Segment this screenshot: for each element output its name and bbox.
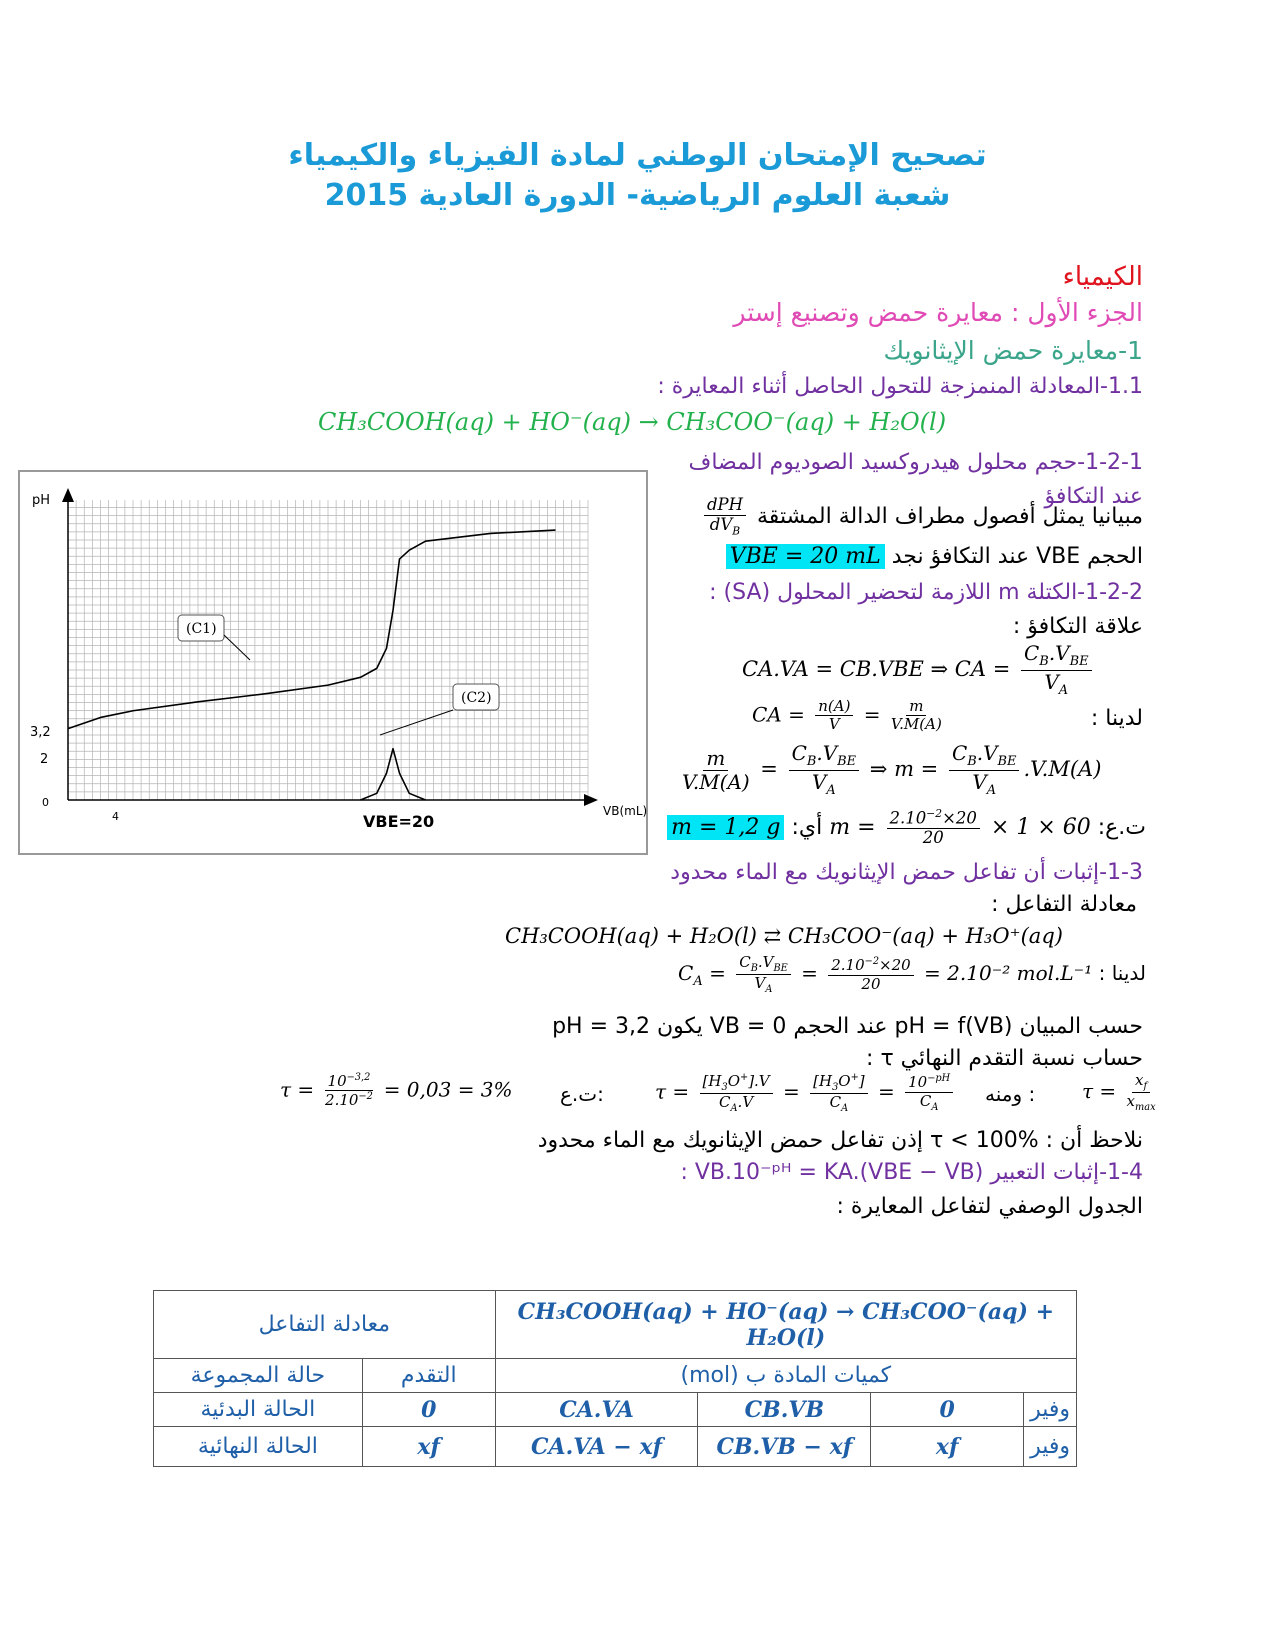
ca-numerical-line: لدينا : $C_A$ = $\frac{C_B.V_{BE}}{V_A}$ = $\frac{2.10^{-2}\times 20}{20}$ = 2.10⁻² mol.L⁻¹	[678, 953, 1146, 996]
m-num-tail: × 1 × 60	[990, 815, 1091, 841]
tau-definition: τ = $\frac{x_f}{x_{max}}$	[1082, 1071, 1156, 1114]
reaction-eq-label: معادلة التفاعل :	[991, 892, 1137, 917]
tau-numeric: τ = $\frac{10^{-3,2}}{2.10^{-2}}$ = 0,03 = 3%	[280, 1072, 513, 1110]
quantities-label: كميات المادة ب (mol)	[495, 1359, 1076, 1393]
we-have-label-1: لدينا :	[1090, 706, 1143, 731]
state-label: حالة المجموعة	[154, 1359, 363, 1393]
vbe-result: VBE = 20 mL	[726, 544, 885, 569]
conclusion: نلاحظ أن : τ < 100% إذن تفاعل حمض الإيثانويك مع الماء محدود	[537, 1128, 1143, 1153]
volume-text: الحجم VBE عند التكافؤ نجد	[891, 544, 1143, 569]
ca-definition: CA = $\frac{n(A)}{V}$ = $\frac{m}{V.M(A)}$	[752, 697, 942, 734]
that-is-label: أي:	[791, 815, 823, 841]
advance-final: xf	[362, 1427, 495, 1467]
x-axis-label: VB(mL)	[603, 804, 648, 818]
titration-equation: CH₃COOH(aq) + HO⁻(aq) → CH₃COO⁻(aq) + H₂O(l)	[318, 408, 947, 436]
equiv-equation: CA.VA = CB.VBE ⇒ CA = $\frac{C_B.V_{BE}}{V_A}$	[742, 642, 1096, 699]
table-eq-label: معادلة التفاعل	[154, 1291, 496, 1359]
m-num: m =	[829, 815, 876, 841]
table-eq: CH₃COOH(aq) + HO⁻(aq) → CH₃COO⁻(aq) + H₂O(l)	[495, 1291, 1076, 1359]
m-expr: ⇒ m =	[869, 756, 939, 781]
table-row	[154, 1393, 1077, 1427]
tick-x-4: 4	[112, 810, 119, 823]
we-have-label-2: لدينا :	[1098, 961, 1146, 986]
chemistry-heading: الكيمياء	[1062, 262, 1143, 292]
and-from-label: ومنه :	[985, 1082, 1036, 1106]
advance-initial: 0	[362, 1393, 495, 1427]
q1-2-1-heading: 1-2-1-حجم محلول هيدروكسيد الصوديوم المضاف	[688, 450, 1143, 475]
q1-1-heading: 1.1-المعادلة المنمزجة للتحول الحاصل أثناء المعايرة :	[657, 374, 1143, 399]
progress-table	[153, 1290, 1077, 1467]
q1-4-heading: 1-4-إثبات التعبير VB.10⁻ᵖᴴ = KA.(VBE − VB) :	[680, 1160, 1143, 1185]
base-initial: CB.VB	[698, 1393, 871, 1427]
vbe-label: VBE=20	[363, 812, 435, 831]
derivative-fraction: $\frac{\text{dPH}}{dV_B}$	[704, 496, 746, 538]
tau-result: = 0,03 = 3%	[383, 1077, 513, 1102]
titration-graph	[18, 470, 648, 855]
equiv-expr: CA.VA = CB.VBE ⇒ CA =	[742, 656, 1011, 681]
graph-frame	[19, 471, 647, 854]
equivalence-relation: علاقة التكافؤ :	[1012, 614, 1143, 639]
q1-3-heading: 1-3-إثبات أن تفاعل حمض الإيثانويك مع الماء محدود	[670, 860, 1143, 885]
tick-y-0: 0	[42, 796, 49, 809]
c2-label: (C2)	[461, 690, 492, 706]
tick-y-2: 2	[40, 752, 49, 767]
state-final: الحالة النهائية	[154, 1427, 363, 1467]
page-title-line2: شعبة العلوم الرياضية- الدورة العادية 2015	[324, 178, 951, 213]
acid-final: CA.VA − xf	[495, 1427, 698, 1467]
tau-expression: τ = $\frac{[H_3O^+].V}{C_A.V}$ = $\frac{[H_3O^+]}{C_A}$ = $\frac{10^{-pH}}{C_A}$	[655, 1072, 957, 1114]
acid-initial: CA.VA	[495, 1393, 698, 1427]
volume-line	[726, 544, 1143, 569]
table-intro: الجدول الوصفي لتفاعل المعايرة :	[836, 1194, 1143, 1219]
state-initial: الحالة البدئية	[154, 1393, 363, 1427]
base-final: CB.VB − xf	[698, 1427, 871, 1467]
y-axis-label: pH	[32, 493, 51, 508]
mass-expression: $\frac{m}{V.M(A)}$ = $\frac{C_B.V_{BE}}{V_A}$ ⇒ m = $\frac{C_B.V_{BE}}{V_A}$ .V.M(A)	[682, 741, 1102, 798]
advance-label: التقدم	[362, 1359, 495, 1393]
tick-y-3-2: 3,2	[30, 725, 51, 740]
c1-label: (C1)	[186, 621, 217, 637]
q1-2-2-heading: 1-2-2-الكتلة m اللازمة لتحضير المحلول (SA) :	[709, 580, 1143, 605]
graph-reading: حسب المبيان pH = f(VB) عند الحجم VB = 0 يكون pH = 3,2	[552, 1014, 1143, 1039]
page-title-line1: تصحيح الإمتحان الوطني لمادة الفيزياء والكيمياء	[288, 138, 987, 173]
q1-2-1-heading-cont: عند التكافؤ	[1044, 484, 1143, 509]
table-row	[154, 1291, 1077, 1359]
numerical-label-2: ت.ع:	[560, 1082, 604, 1106]
m-result: m = 1,2 g	[667, 815, 784, 840]
water-initial: وفير	[1024, 1393, 1077, 1427]
part1-heading: الجزء الأول : معايرة حمض وتصنيع إستر	[733, 298, 1143, 327]
product-final: xf	[871, 1427, 1024, 1467]
sub1-heading: 1-معايرة حمض الإيثانويك	[883, 336, 1143, 365]
derivative-line	[700, 496, 1143, 538]
table-row	[154, 1359, 1077, 1393]
product-initial: 0	[871, 1393, 1024, 1427]
water-final: وفير	[1024, 1427, 1077, 1467]
ca-value: = 2.10⁻² mol.L⁻¹	[924, 961, 1093, 986]
tau-calc-label: حساب نسبة التقدم النهائي τ :	[866, 1046, 1143, 1071]
table-row	[154, 1427, 1077, 1467]
water-equation: CH₃COOH(aq) + H₂O(l) ⇄ CH₃COO⁻(aq) + H₃O⁺(aq)	[505, 924, 1063, 948]
ca-def-expr: CA =	[752, 702, 805, 727]
derivative-text: مبيانيا يمثل أفصول مطراف الدالة المشتقة	[757, 503, 1143, 529]
numerical-label: ت.ع:	[1097, 815, 1146, 841]
mass-numerical-line: ت.ع: m = $\frac{2.10^{-2}\times 20}{20}$ × 1 × 60 أي: m = 1,2 g	[676, 808, 1146, 848]
